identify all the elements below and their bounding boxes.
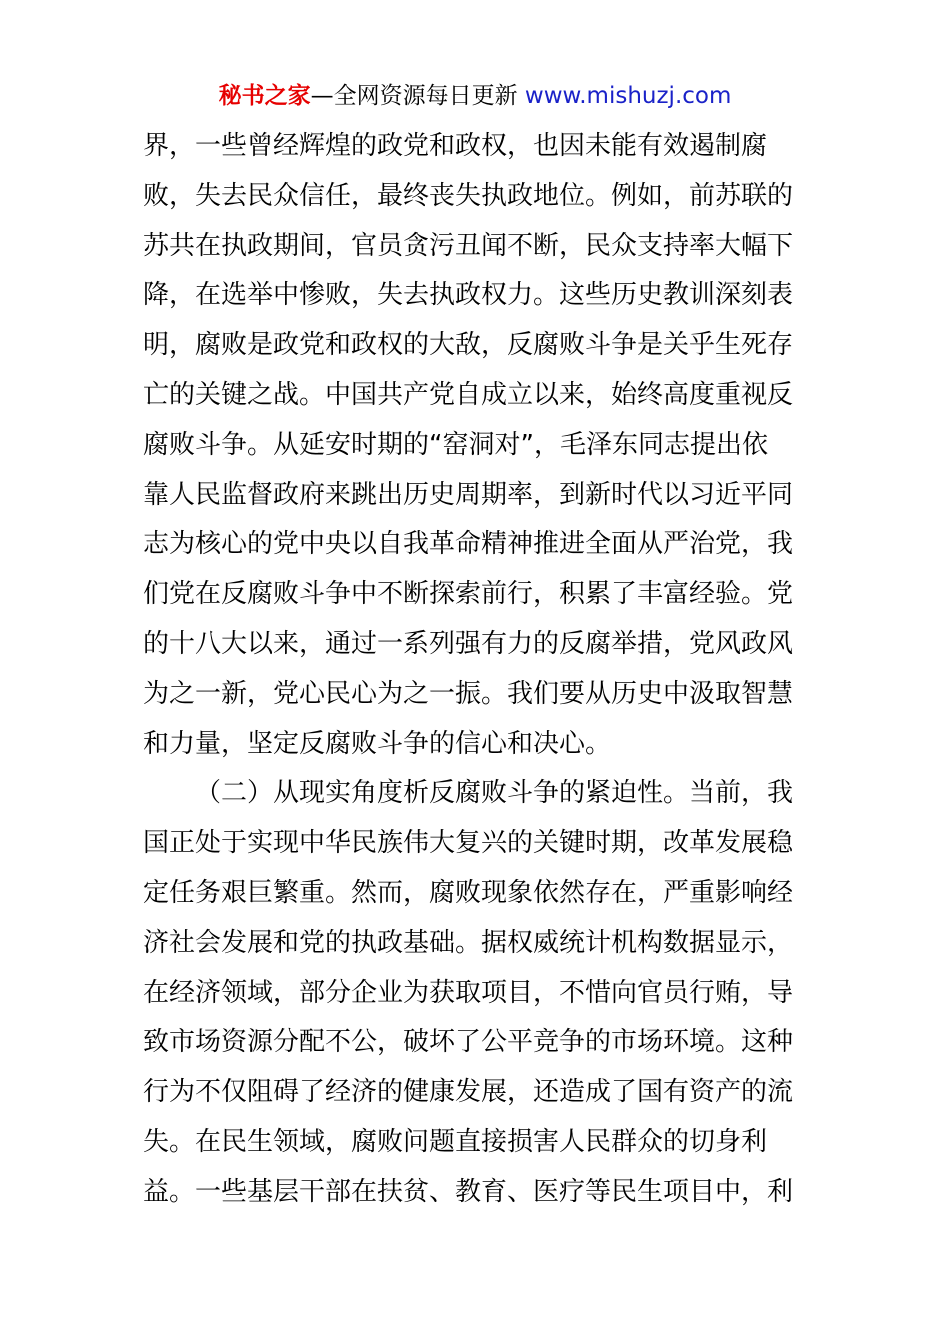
text-line: 和力量，坚定反腐败斗争的信心和决心。 <box>143 728 612 759</box>
text-line: 国正处于实现中华民族伟大复兴的关键时期，改革发展稳 <box>143 828 794 859</box>
brand-name: 秘书之家 <box>218 83 311 109</box>
section-heading-line: （二）从现实角度析反腐败斗争的紧迫性。当前，我 <box>195 778 794 809</box>
text-line: 为之一新，党心民心为之一振。我们要从历史中汲取智慧 <box>143 678 794 709</box>
text-line: 败，失去民众信任，最终丧失执政地位。例如，前苏联的 <box>143 180 794 211</box>
document-body <box>143 128 813 1224</box>
text-line: 界，一些曾经辉煌的政党和政权，也因未能有效遏制腐 <box>143 131 768 161</box>
text-line: 降，在选举中惨败，失去执政权力。这些历史教训深刻表 <box>143 280 794 311</box>
text-line: 定任务艰巨繁重。然而，腐败现象依然存在，严重影响经 <box>143 877 794 908</box>
site-url-link[interactable]: www.mishuzj.com <box>524 83 732 109</box>
text-line: 靠人民监督政府来跳出历史周期率，到新时代以习近平同 <box>143 479 794 510</box>
text-line: 腐败斗争。从延安时期的“窑洞对”，毛泽东同志提出依 <box>143 429 768 460</box>
text-line: 亡的关键之战。中国共产党自成立以来，始终高度重视反 <box>143 379 794 410</box>
header-tagline: —全网资源每日更新 <box>310 83 518 109</box>
text-line: 行为不仅阻碍了经济的健康发展，还造成了国有资产的流 <box>143 1077 794 1108</box>
text-line: 们党在反腐败斗争中不断探索前行，积累了丰富经验。党 <box>143 579 794 610</box>
text-line: 益。一些基层干部在扶贫、教育、医疗等民生项目中，利 <box>143 1176 794 1207</box>
text-line: 苏共在执政期间，官员贪污丑闻不断，民众支持率大幅下 <box>143 230 794 261</box>
text-line: 失。在民生领域，腐败问题直接损害人民群众的切身利 <box>143 1126 768 1157</box>
text-line: 明，腐败是政党和政权的大敌，反腐败斗争是关乎生死存 <box>143 330 794 361</box>
text-line: 志为核心的党中央以自我革命精神推进全面从严治党，我 <box>143 529 794 560</box>
text-line: 致市场资源分配不公，破坏了公平竞争的市场环境。这种 <box>143 1027 794 1058</box>
text-line: 的十八大以来，通过一系列强有力的反腐举措，党风政风 <box>143 628 794 659</box>
text-line: 在经济领域，部分企业为获取项目，不惜向官员行贿，导 <box>143 977 794 1008</box>
page-header <box>0 80 950 112</box>
text-line: 济社会发展和党的执政基础。据权威统计机构数据显示， <box>143 927 794 958</box>
